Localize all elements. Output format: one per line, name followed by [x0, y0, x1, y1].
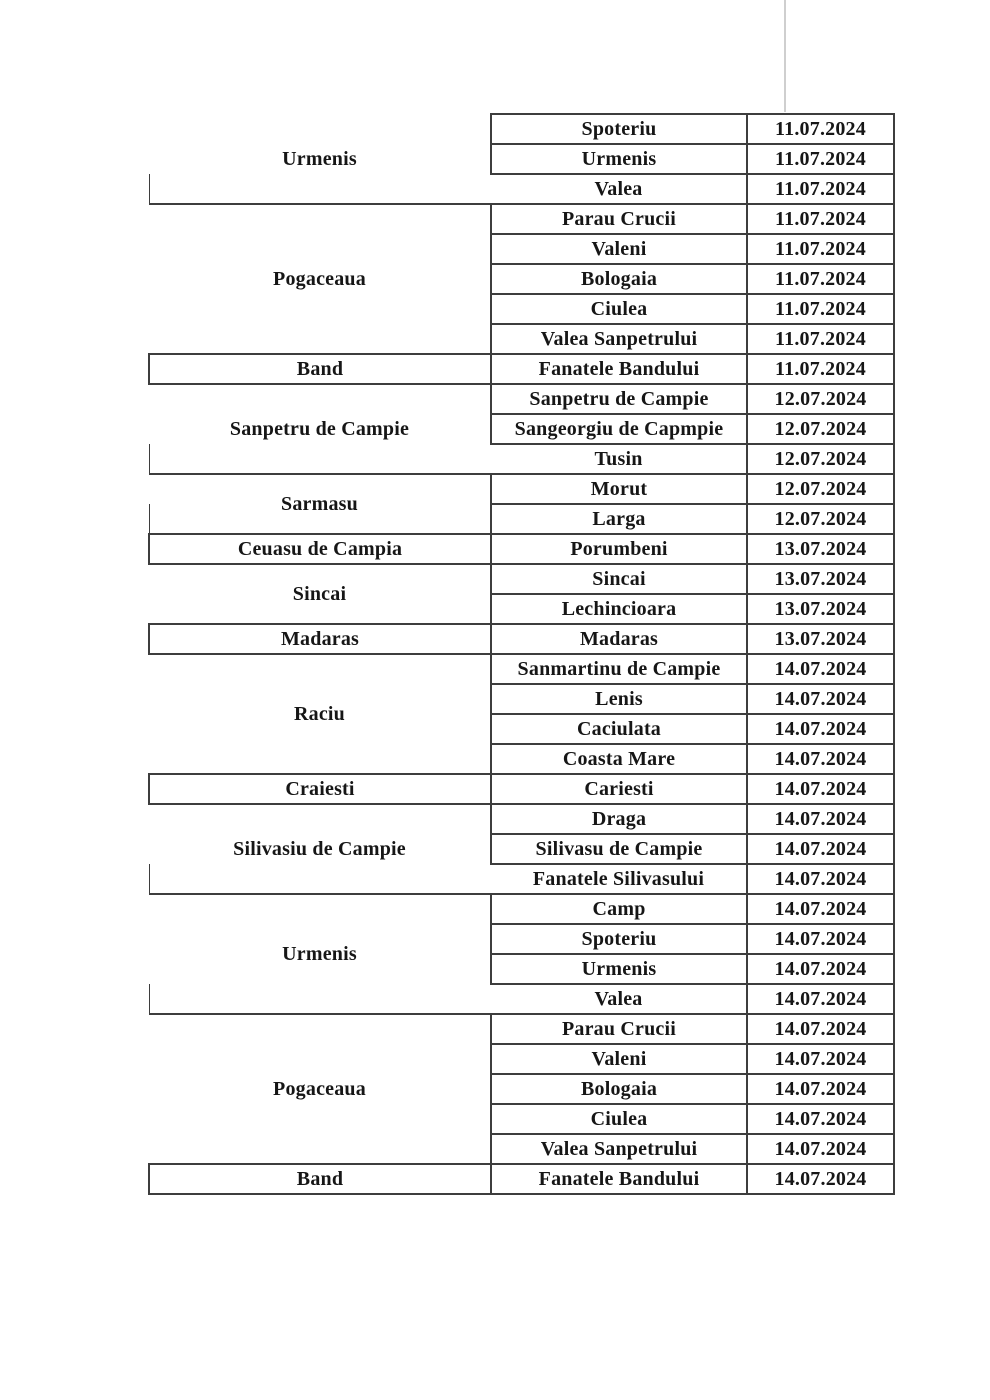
- date-cell: 14.07.2024: [747, 684, 894, 714]
- village-cell: Sangeorgiu de Capmpie: [491, 414, 747, 444]
- date-cell: 11.07.2024: [747, 204, 894, 234]
- commune-cell: Sarmasu: [149, 474, 491, 534]
- village-cell: Parau Crucii: [491, 1014, 747, 1044]
- table-row: [149, 654, 894, 684]
- commune-cell: Ceuasu de Campia: [149, 534, 491, 564]
- commune-cell: Band: [149, 354, 491, 384]
- date-cell: 14.07.2024: [747, 1104, 894, 1134]
- village-cell: Madaras: [491, 624, 747, 654]
- commune-cell: Pogaceaua: [149, 204, 491, 354]
- commune-village-schedule-table: [148, 113, 895, 1195]
- village-cell: Valeni: [491, 1044, 747, 1074]
- village-cell: Urmenis: [491, 954, 747, 984]
- village-cell: Urmenis: [491, 144, 747, 174]
- village-cell: Sanpetru de Campie: [491, 384, 747, 414]
- table-row: [149, 474, 894, 504]
- date-cell: 14.07.2024: [747, 834, 894, 864]
- village-cell: Caciulata: [491, 714, 747, 744]
- date-cell: 14.07.2024: [747, 744, 894, 774]
- date-cell: 14.07.2024: [747, 1134, 894, 1164]
- village-cell: Porumbeni: [491, 534, 747, 564]
- table-row: [149, 894, 894, 924]
- table-row: [149, 774, 894, 804]
- commune-cell: Raciu: [149, 654, 491, 774]
- table-row: [149, 354, 894, 384]
- date-cell: 14.07.2024: [747, 954, 894, 984]
- table-row: [149, 204, 894, 234]
- commune-cell: Urmenis: [149, 894, 491, 1014]
- date-cell: 14.07.2024: [747, 1164, 894, 1194]
- village-cell: Silivasu de Campie: [491, 834, 747, 864]
- date-cell: 14.07.2024: [747, 894, 894, 924]
- date-cell: 11.07.2024: [747, 324, 894, 354]
- date-cell: 13.07.2024: [747, 534, 894, 564]
- village-cell: Sincai: [491, 564, 747, 594]
- commune-cell: Band: [149, 1164, 491, 1194]
- date-cell: 12.07.2024: [747, 414, 894, 444]
- village-cell: Lenis: [491, 684, 747, 714]
- table-row: [149, 534, 894, 564]
- commune-cell: Silivasiu de Campie: [149, 804, 491, 894]
- date-cell: 13.07.2024: [747, 594, 894, 624]
- village-cell: Valea: [491, 174, 747, 204]
- village-cell: Valea Sanpetrului: [491, 1134, 747, 1164]
- village-cell: Valea Sanpetrului: [491, 324, 747, 354]
- date-cell: 14.07.2024: [747, 1044, 894, 1074]
- date-cell: 12.07.2024: [747, 444, 894, 474]
- village-cell: Ciulea: [491, 1104, 747, 1134]
- date-cell: 12.07.2024: [747, 504, 894, 534]
- village-cell: Valeni: [491, 234, 747, 264]
- date-cell: 11.07.2024: [747, 234, 894, 264]
- date-cell: 11.07.2024: [747, 114, 894, 144]
- village-cell: Bologaia: [491, 264, 747, 294]
- date-cell: 11.07.2024: [747, 294, 894, 324]
- date-cell: 14.07.2024: [747, 654, 894, 684]
- date-cell: 14.07.2024: [747, 864, 894, 894]
- village-cell: Tusin: [491, 444, 747, 474]
- village-cell: Cariesti: [491, 774, 747, 804]
- village-cell: Valea: [491, 984, 747, 1014]
- village-cell: Ciulea: [491, 294, 747, 324]
- table-row: [149, 1164, 894, 1194]
- village-cell: Parau Crucii: [491, 204, 747, 234]
- table-row: [149, 114, 894, 144]
- village-cell: Fanatele Bandului: [491, 354, 747, 384]
- village-cell: Spoteriu: [491, 114, 747, 144]
- village-cell: Lechincioara: [491, 594, 747, 624]
- village-cell: Bologaia: [491, 1074, 747, 1104]
- date-cell: 14.07.2024: [747, 774, 894, 804]
- date-cell: 11.07.2024: [747, 354, 894, 384]
- date-cell: 11.07.2024: [747, 264, 894, 294]
- village-cell: Morut: [491, 474, 747, 504]
- village-cell: Fanatele Bandului: [491, 1164, 747, 1194]
- commune-cell: Sincai: [149, 564, 491, 624]
- table-row: [149, 804, 894, 834]
- commune-cell: Urmenis: [149, 114, 491, 204]
- date-cell: 12.07.2024: [747, 474, 894, 504]
- date-cell: 11.07.2024: [747, 144, 894, 174]
- village-cell: Camp: [491, 894, 747, 924]
- date-cell: 14.07.2024: [747, 804, 894, 834]
- table-row: [149, 624, 894, 654]
- village-cell: Larga: [491, 504, 747, 534]
- date-cell: 13.07.2024: [747, 564, 894, 594]
- table-row: [149, 1014, 894, 1044]
- village-cell: Coasta Mare: [491, 744, 747, 774]
- village-cell: Draga: [491, 804, 747, 834]
- date-cell: 14.07.2024: [747, 714, 894, 744]
- date-cell: 14.07.2024: [747, 984, 894, 1014]
- village-cell: Fanatele Silivasului: [491, 864, 747, 894]
- commune-cell: Sanpetru de Campie: [149, 384, 491, 474]
- date-cell: 14.07.2024: [747, 1074, 894, 1104]
- scan-streak-artifact: [784, 0, 786, 112]
- table-row: [149, 564, 894, 594]
- date-cell: 14.07.2024: [747, 1014, 894, 1044]
- village-cell: Sanmartinu de Campie: [491, 654, 747, 684]
- date-cell: 12.07.2024: [747, 384, 894, 414]
- date-cell: 11.07.2024: [747, 174, 894, 204]
- commune-cell: Madaras: [149, 624, 491, 654]
- commune-cell: Craiesti: [149, 774, 491, 804]
- commune-cell: Pogaceaua: [149, 1014, 491, 1164]
- date-cell: 13.07.2024: [747, 624, 894, 654]
- date-cell: 14.07.2024: [747, 924, 894, 954]
- table-row: [149, 384, 894, 414]
- village-cell: Spoteriu: [491, 924, 747, 954]
